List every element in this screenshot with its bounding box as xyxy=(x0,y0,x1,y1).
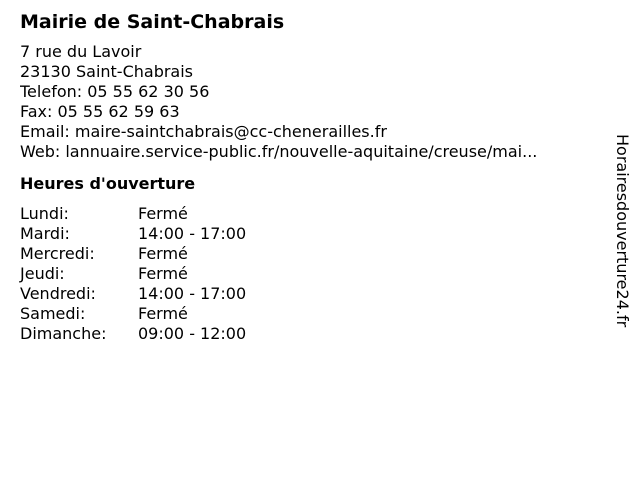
day-label: Mardi: xyxy=(20,224,70,243)
day-hours: 09:00 - 12:00 xyxy=(138,324,247,343)
web-line: Web: lannuaire.service-public.fr/nouvelle-aquitaine/creuse/mai... xyxy=(20,142,538,161)
email-line: Email: maire-saintchabrais@cc-chenerailles.fr xyxy=(20,122,387,141)
business-card xyxy=(20,10,605,344)
day-hours: Fermé xyxy=(138,204,188,223)
opening-hours-heading: Heures d'ouverture xyxy=(20,174,196,193)
site-watermark: Horairesdouverture24.fr xyxy=(613,134,632,328)
street-address: 7 rue du Lavoir xyxy=(20,42,142,61)
day-label: Samedi: xyxy=(20,304,86,323)
day-hours: Fermé xyxy=(138,304,188,323)
phone-line: Telefon: 05 55 62 30 56 xyxy=(20,82,210,101)
hours-row-monday xyxy=(20,204,246,224)
city-line: 23130 Saint-Chabrais xyxy=(20,62,194,81)
opening-hours-table xyxy=(20,204,246,344)
day-label: Lundi: xyxy=(20,204,69,223)
day-hours: Fermé xyxy=(138,244,188,263)
day-label: Mercredi: xyxy=(20,244,95,263)
hours-row-sunday xyxy=(20,324,246,344)
fax-line: Fax: 05 55 62 59 63 xyxy=(20,102,180,121)
day-hours: 14:00 - 17:00 xyxy=(138,224,247,243)
hours-row-tuesday xyxy=(20,224,246,244)
contact-info xyxy=(20,42,605,162)
business-name: Mairie de Saint-Chabrais xyxy=(20,11,285,33)
day-hours: 14:00 - 17:00 xyxy=(138,284,247,303)
day-label: Jeudi: xyxy=(20,264,65,283)
day-hours: Fermé xyxy=(138,264,188,283)
hours-row-friday xyxy=(20,284,246,304)
hours-row-thursday xyxy=(20,264,246,284)
day-label: Dimanche: xyxy=(20,324,107,343)
day-label: Vendredi: xyxy=(20,284,96,303)
hours-row-saturday xyxy=(20,304,246,324)
hours-row-wednesday xyxy=(20,244,246,264)
